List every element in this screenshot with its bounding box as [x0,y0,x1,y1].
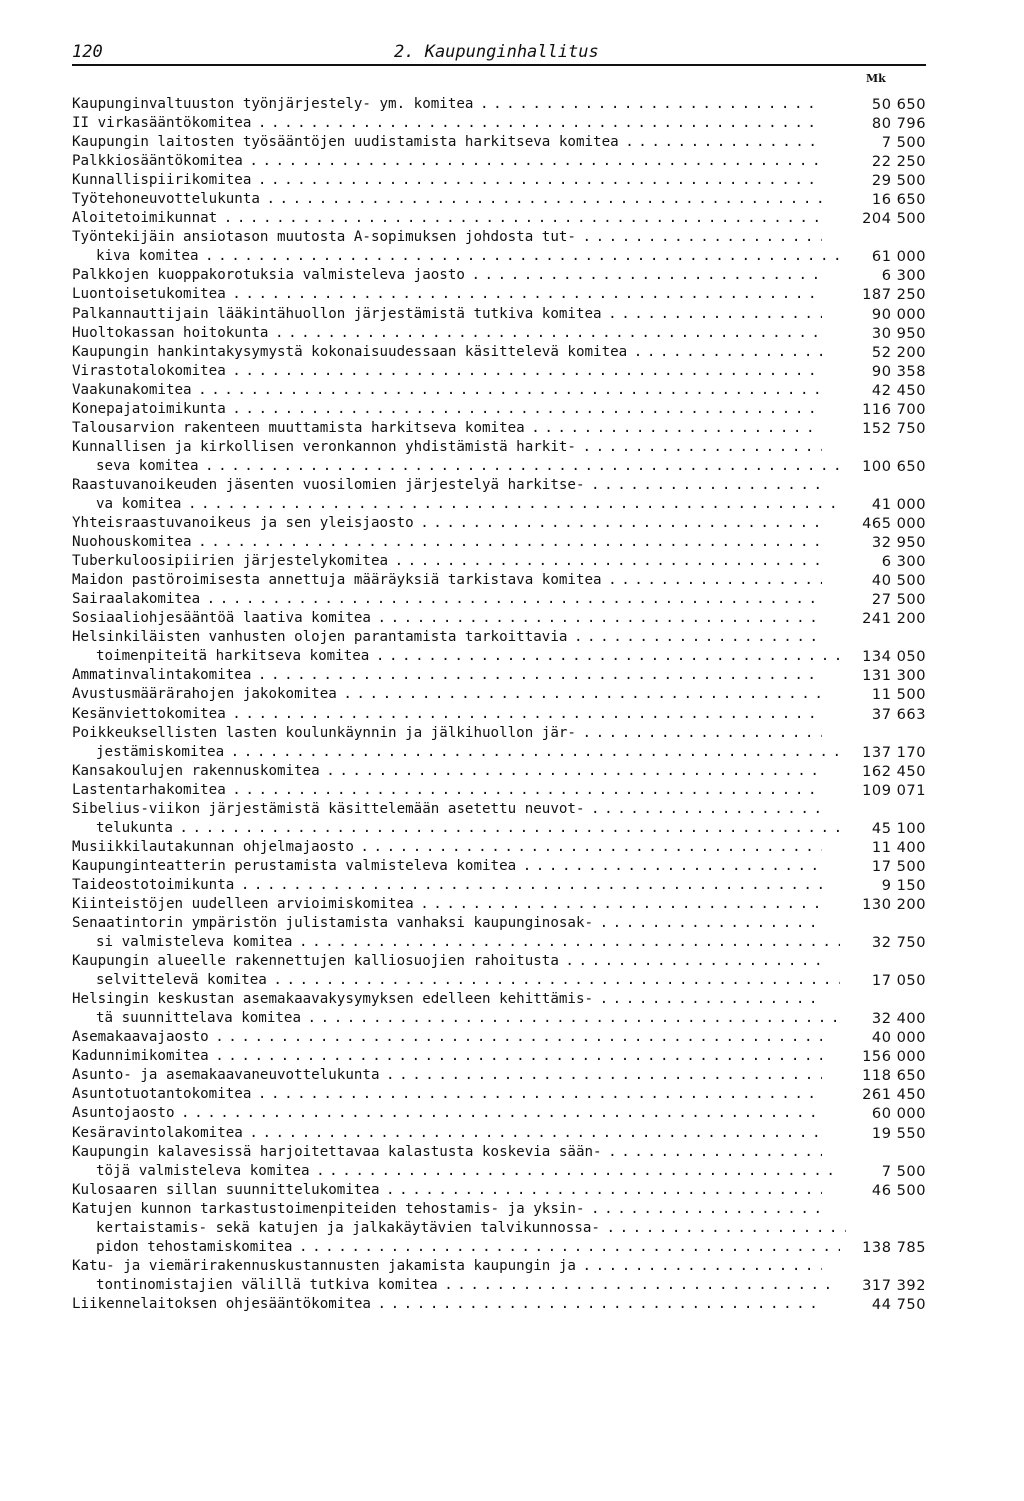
list-item [72,552,932,571]
entry-amount: 7 500 [840,133,926,152]
entry-amount: 465 000 [840,514,926,533]
section-title: 2. Kaupunginhallitus [394,42,599,62]
entry-label: Kaupunginvaltuuston työnjärjestely- ym. komitea . . . [72,95,822,114]
entry-label: Asunto- ja asemakaavaneuvottelukunta . . . [72,1066,822,1085]
entry-label: Asuntojaosto . . . [72,1104,822,1123]
entry-amount: 37 663 [840,705,926,724]
entry-amount: 204 500 [840,209,926,228]
list-item [72,666,932,685]
entry-amount: 9 150 [840,876,926,895]
list-item [72,228,932,266]
entry-amount: 187 250 [840,285,926,304]
list-item [72,438,932,476]
entry-label: Musiikkilautakunnan ohjelmajaosto . . . [72,838,822,857]
entry-label: Kesänviettokomitea . . . [72,705,822,724]
list-item [72,419,932,438]
list-item [72,362,932,381]
entry-label: Katujen kunnon tarkastustoimenpiteiden tehostamis- ja yksin- . . . [72,1200,822,1219]
list-item [72,343,932,362]
entry-label: Asuntotuotantokomitea . . . [72,1085,822,1104]
entry-amount: 116 700 [840,400,926,419]
list-item [72,1066,932,1085]
list-item [72,1143,932,1181]
entry-label: Katu- ja viemärirakennuskustannusten jakamista kaupungin ja . . . [72,1257,822,1276]
list-item [72,609,932,628]
entry-amount: 241 200 [840,609,926,628]
entry-amount: 152 750 [840,419,926,438]
list-item [72,190,932,209]
list-item [72,266,932,285]
entry-label: Luontoisetukomitea . . . [72,285,822,304]
entry-label: jestämiskomitea . . . [72,743,846,762]
entry-amount: 16 650 [840,190,926,209]
entry-amount: 130 200 [840,895,926,914]
list-item [72,95,932,114]
list-item [72,1181,932,1200]
entry-label: Ammatinvalintakomitea . . . [72,666,822,685]
entry-label: Työtehoneuvottelukunta . . . [72,190,822,209]
entry-amount: 80 796 [840,114,926,133]
entry-label: Liikennelaitoksen ohjesääntökomitea . . . [72,1295,822,1314]
entry-label: Poikkeuksellisten lasten koulunkäynnin ja jälkihuollon jär- . . . [72,724,822,743]
entry-amount: 22 250 [840,152,926,171]
entry-amount: 32 950 [840,533,926,552]
list-item [72,533,932,552]
entry-amount: 118 650 [840,1066,926,1085]
entry-amount: 11 400 [840,838,926,857]
entry-label: telukunta . . . [72,819,846,838]
entry-amount: 109 071 [840,781,926,800]
entry-label: Aloitetoimikunnat . . . [72,209,822,228]
entry-label: Helsingin keskustan asemakaavakysymyksen edelleen kehittämis- . . . [72,990,822,1009]
list-item [72,838,932,857]
entry-amount: 30 950 [840,324,926,343]
entry-label: pidon tehostamiskomitea . . . [72,1238,846,1257]
entry-amount: 6 300 [840,552,926,571]
entry-label: Vaakunakomitea . . . [72,381,822,400]
entry-amount: 90 000 [840,305,926,324]
entry-amount: 40 500 [840,571,926,590]
list-item [72,381,932,400]
entry-amount: 7 500 [840,1162,926,1181]
entry-label: Palkkojen kuoppakorotuksia valmisteleva jaosto . . . [72,266,822,285]
entry-amount: 60 000 [840,1104,926,1123]
entry-label: Sosiaaliohjesääntöä laativa komitea . . . [72,609,822,628]
list-item [72,590,932,609]
entry-amount: 29 500 [840,171,926,190]
entry-label: Konepajatoimikunta . . . [72,400,822,419]
entry-label: kertaistamis- sekä katujen ja jalkakäytävien talvikunnossa- . . . [72,1219,846,1238]
entry-label: Kaupungin laitosten työsääntöjen uudistamista harkitseva komitea . . . [72,133,822,152]
entry-amount: 134 050 [840,647,926,666]
entry-label: kiva komitea . . . [72,247,846,266]
page-number: 120 [72,42,103,62]
list-item [72,171,932,190]
entry-amount: 100 650 [840,457,926,476]
entry-amount: 11 500 [840,685,926,704]
entry-amount: 44 750 [840,1295,926,1314]
list-item [72,914,932,952]
entry-label: si valmisteleva komitea . . . [72,933,846,952]
entry-amount: 138 785 [840,1238,926,1257]
entry-label: Kulosaaren sillan suunnittelukomitea . . . [72,1181,822,1200]
list-item [72,800,932,838]
entry-amount: 6 300 [840,266,926,285]
entry-label: Helsinkiläisten vanhusten olojen parantamista tarkoittavia . . . [72,628,822,647]
entry-label: Taideostotoimikunta . . . [72,876,822,895]
list-item [72,1047,932,1066]
list-item [72,762,932,781]
entry-label: Raastuvanoikeuden jäsenten vuosilomien järjestelyä harkitse- . . . [72,476,822,495]
list-item [72,209,932,228]
entry-label: Kunnallispiirikomitea . . . [72,171,822,190]
entry-label: Yhteisraastuvanoikeus ja sen yleisjaosto . . . [72,514,822,533]
list-item [72,1295,932,1314]
list-item [72,724,932,762]
entry-label: Kiinteistöjen uudelleen arvioimiskomitea . . . [72,895,822,914]
entry-label: Palkkiosääntökomitea . . . [72,152,822,171]
entry-amount: 162 450 [840,762,926,781]
entry-label: Työntekijäin ansiotason muutosta A-sopimuksen johdosta tut- . . . [72,228,822,247]
entry-label: Senaatintorin ympäristön julistamista vanhaksi kaupunginosak- . . . [72,914,822,933]
list-item [72,114,932,133]
entry-label: Kadunnimikomitea . . . [72,1047,822,1066]
entry-label: Virastotalokomitea . . . [72,362,822,381]
entry-label: Kunnallisen ja kirkollisen veronkannon yhdistämistä harkit- . . . [72,438,822,457]
entry-amount: 32 400 [840,1009,926,1028]
page-header [72,40,926,66]
list-item [72,400,932,419]
list-item [72,990,932,1028]
entry-label: tontinomistajien välillä tutkiva komitea . . . [72,1276,846,1295]
list-item [72,895,932,914]
list-item [72,628,932,666]
entry-label: va komitea . . . [72,495,846,514]
list-item [72,952,932,990]
entry-label: Avustusmäärärahojen jakokomitea . . . [72,685,822,704]
entry-label: Sairaalakomitea . . . [72,590,822,609]
entry-amount: 61 000 [840,247,926,266]
entry-label: töjä valmisteleva komitea . . . [72,1162,846,1181]
list-item [72,1124,932,1143]
list-item [72,1257,932,1295]
entry-label: Kaupunginteatterin perustamista valmisteleva komitea . . . [72,857,822,876]
entry-amount: 27 500 [840,590,926,609]
list-item [72,285,932,304]
entry-label: selvittelevä komitea . . . [72,971,846,990]
list-item [72,324,932,343]
entry-label: Asemakaavajaosto . . . [72,1028,822,1047]
committee-cost-list [72,95,932,1314]
entry-label: Kesäravintolakomitea . . . [72,1124,822,1143]
list-item [72,857,932,876]
entry-label: Tuberkuloosipiirien järjestelykomitea . . . [72,552,822,571]
list-item [72,1104,932,1123]
entry-label: Huoltokassan hoitokunta . . . [72,324,822,343]
list-item [72,133,932,152]
entry-amount: 50 650 [840,95,926,114]
currency-unit: Mk [866,72,886,85]
entry-label: Kaupungin hankintakysymystä kokonaisuudessaan käsittelevä komitea . . . [72,343,822,362]
entry-label: Talousarvion rakenteen muuttamista harkitseva komitea . . . [72,419,822,438]
entry-label: Maidon pastöroimisesta annettuja määräyksiä tarkistava komitea . . . [72,571,822,590]
entry-amount: 40 000 [840,1028,926,1047]
entry-amount: 90 358 [840,362,926,381]
entry-amount: 19 550 [840,1124,926,1143]
list-item [72,1028,932,1047]
entry-amount: 17 500 [840,857,926,876]
entry-label: Sibelius-viikon järjestämistä käsittelemään asetettu neuvot- . . . [72,800,822,819]
entry-label: tä suunnittelava komitea . . . [72,1009,846,1028]
list-item [72,1200,932,1257]
list-item [72,152,932,171]
entry-amount: 45 100 [840,819,926,838]
entry-amount: 52 200 [840,343,926,362]
entry-label: Palkannauttijain lääkintähuollon järjestämistä tutkiva komitea . . . [72,305,822,324]
entry-amount: 137 170 [840,743,926,762]
entry-amount: 17 050 [840,971,926,990]
list-item [72,781,932,800]
list-item [72,876,932,895]
list-item [72,476,932,514]
list-item [72,705,932,724]
list-item [72,1085,932,1104]
list-item [72,685,932,704]
entry-label: II virkasääntökomitea . . . [72,114,822,133]
entry-amount: 41 000 [840,495,926,514]
entry-label: seva komitea . . . [72,457,846,476]
list-item [72,514,932,533]
entry-amount: 46 500 [840,1181,926,1200]
list-item [72,571,932,590]
entry-amount: 131 300 [840,666,926,685]
list-item [72,305,932,324]
entry-amount: 42 450 [840,381,926,400]
entry-label: Nuohouskomitea . . . [72,533,822,552]
entry-label: Lastentarhakomitea . . . [72,781,822,800]
entry-label: toimenpiteitä harkitseva komitea . . . [72,647,846,666]
entry-amount: 261 450 [840,1085,926,1104]
entry-label: Kaupungin alueelle rakennettujen kalliosuojien rahoitusta . . . [72,952,822,971]
entry-amount: 156 000 [840,1047,926,1066]
entry-label: Kaupungin kalavesissä harjoitettavaa kalastusta koskevia sään- . . . [72,1143,822,1162]
entry-amount: 32 750 [840,933,926,952]
entry-amount: 317 392 [840,1276,926,1295]
entry-label: Kansakoulujen rakennuskomitea . . . [72,762,822,781]
